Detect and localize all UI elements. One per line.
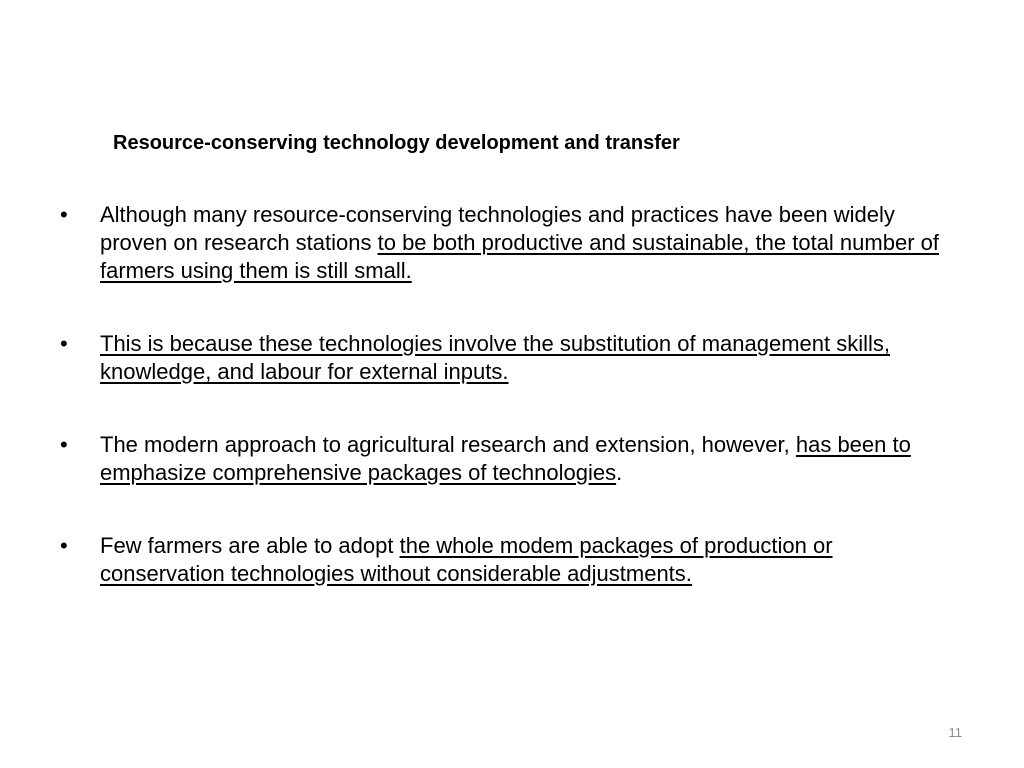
underlined-text: the whole modem packages of production or conservation technologies without considerable adjustments. [100,533,833,586]
bullet-marker: • [60,202,68,227]
bullet-marker: • [60,432,68,457]
bullet-text-end: . [616,460,623,485]
underlined-text: has been to emphasize comprehensive packages of technologies [100,432,911,485]
bullet-list [60,201,960,633]
bullet-item [60,330,960,386]
bullet-text: Although many resource-conserving technologies and practices have been widely proven on research stations [100,202,895,255]
page-number: 11 [948,725,962,740]
bullet-text: The modern approach to agricultural research and extension, however, [100,432,796,457]
slide-title: Resource-conserving technology development and transfer [113,132,680,154]
underlined-text: to be both productive and sustainable, the total number of farmers using them is still small. [100,230,939,283]
bullet-marker: • [60,533,68,558]
bullet-marker: • [60,331,68,356]
bullet-item [60,431,960,487]
underlined-text: This is because these technologies involve the substitution of management skills, knowledge, and labour for external inputs. [100,331,890,384]
bullet-text: Few farmers are able to adopt [100,533,400,558]
bullet-item [60,201,960,285]
bullet-item [60,532,960,588]
